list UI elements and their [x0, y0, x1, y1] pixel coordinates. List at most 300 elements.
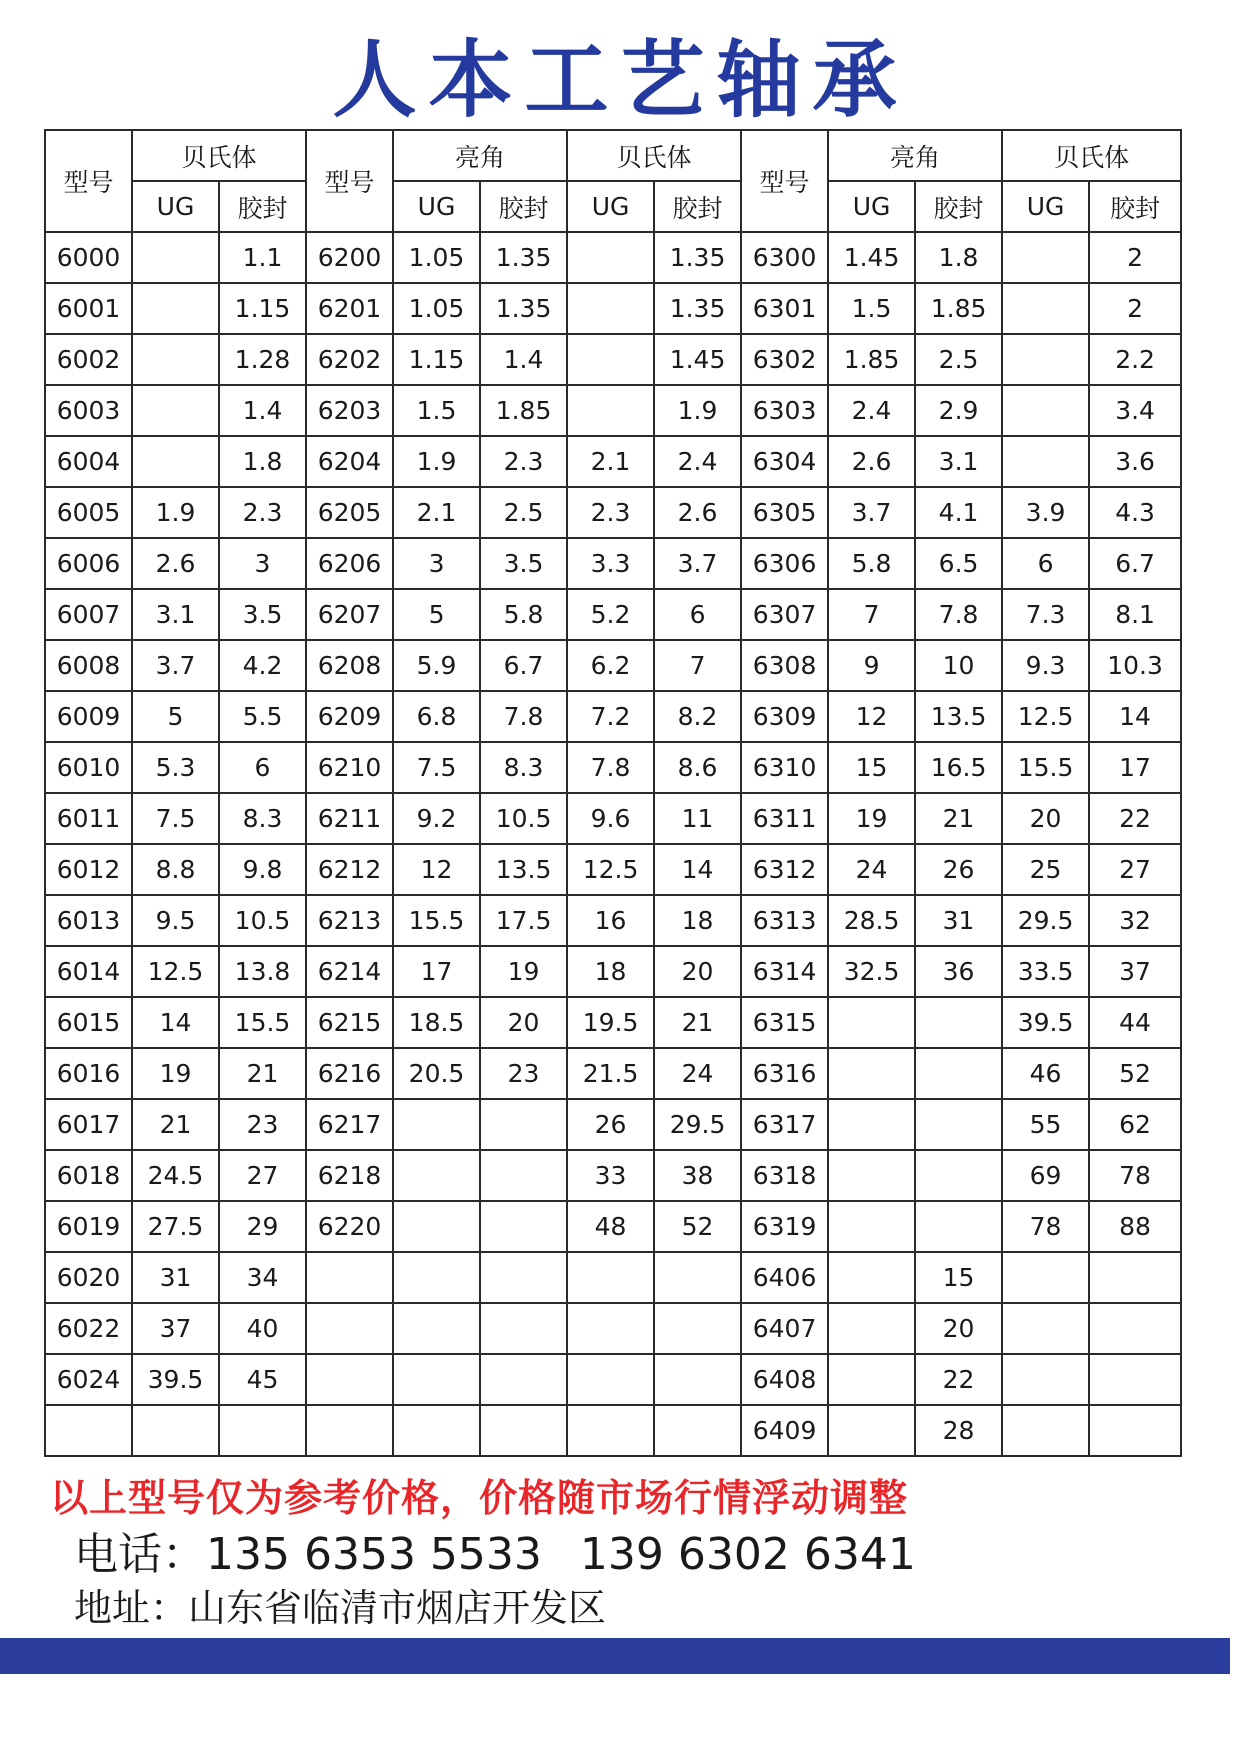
table-cell: 6311 [741, 793, 828, 844]
table-cell: 1.45 [828, 232, 915, 283]
table-cell: 1.85 [915, 283, 1002, 334]
table-cell: 27 [219, 1150, 306, 1201]
table-cell: 7.8 [915, 589, 1002, 640]
phone-number-1: 135 6353 5533 [206, 1529, 542, 1580]
table-cell: 20 [915, 1303, 1002, 1354]
table-cell [567, 283, 654, 334]
table-cell: 46 [1002, 1048, 1089, 1099]
table-cell [1002, 283, 1089, 334]
table-row [45, 385, 1181, 436]
table-cell [393, 1354, 480, 1405]
table-cell [306, 1405, 393, 1456]
table-cell: 22 [1089, 793, 1181, 844]
table-cell [567, 1354, 654, 1405]
table-cell: 39.5 [1002, 997, 1089, 1048]
table-cell: 45 [219, 1354, 306, 1405]
table-cell [828, 1099, 915, 1150]
header-beishiti-3: 贝氏体 [1002, 130, 1181, 181]
table-cell [132, 334, 219, 385]
table-cell: 69 [1002, 1150, 1089, 1201]
table-cell: 2 [1089, 283, 1181, 334]
table-cell [654, 1303, 741, 1354]
table-row [45, 538, 1181, 589]
table-row [45, 334, 1181, 385]
table-cell [1089, 1303, 1181, 1354]
table-cell: 10.3 [1089, 640, 1181, 691]
table-cell: 5.8 [480, 589, 567, 640]
table-cell: 6217 [306, 1099, 393, 1150]
footer-bar [0, 1638, 1230, 1674]
table-cell [480, 1354, 567, 1405]
table-cell: 15.5 [219, 997, 306, 1048]
table-cell: 27.5 [132, 1201, 219, 1252]
table-row [45, 1303, 1181, 1354]
table-cell: 6302 [741, 334, 828, 385]
table-cell: 10.5 [480, 793, 567, 844]
table-cell [1002, 1405, 1089, 1456]
table-cell [1089, 1252, 1181, 1303]
table-cell: 6201 [306, 283, 393, 334]
table-cell: 6.7 [1089, 538, 1181, 589]
table-cell [828, 1303, 915, 1354]
table-cell: 33.5 [1002, 946, 1089, 997]
table-cell: 1.45 [654, 334, 741, 385]
table-cell [132, 436, 219, 487]
table-cell: 6.8 [393, 691, 480, 742]
table-cell: 6016 [45, 1048, 132, 1099]
table-cell: 6209 [306, 691, 393, 742]
table-cell: 6004 [45, 436, 132, 487]
table-cell [1089, 1405, 1181, 1456]
table-cell [132, 1405, 219, 1456]
table-cell: 6220 [306, 1201, 393, 1252]
table-cell: 6315 [741, 997, 828, 1048]
table-cell [306, 1354, 393, 1405]
table-cell: 6309 [741, 691, 828, 742]
table-cell: 6008 [45, 640, 132, 691]
table-cell: 5 [393, 589, 480, 640]
table-cell: 6000 [45, 232, 132, 283]
table-row [45, 997, 1181, 1048]
table-cell: 34 [219, 1252, 306, 1303]
table-cell: 52 [654, 1201, 741, 1252]
table-cell: 22 [915, 1354, 1002, 1405]
table-cell: 9.6 [567, 793, 654, 844]
table-cell: 6216 [306, 1048, 393, 1099]
table-cell [306, 1303, 393, 1354]
table-cell: 6206 [306, 538, 393, 589]
table-row [45, 691, 1181, 742]
table-cell: 24 [654, 1048, 741, 1099]
table-cell: 55 [1002, 1099, 1089, 1150]
table-cell: 23 [480, 1048, 567, 1099]
table-cell: 2.5 [915, 334, 1002, 385]
header-liangjiao-2: 亮角 [393, 130, 567, 181]
header-jiaofeng: 胶封 [654, 181, 741, 232]
table-row [45, 1048, 1181, 1099]
table-cell [393, 1303, 480, 1354]
table-cell: 12.5 [132, 946, 219, 997]
table-cell: 78 [1002, 1201, 1089, 1252]
table-cell: 32.5 [828, 946, 915, 997]
table-cell: 36 [915, 946, 1002, 997]
table-cell: 5.2 [567, 589, 654, 640]
table-cell [480, 1405, 567, 1456]
table-cell: 19.5 [567, 997, 654, 1048]
header-beishiti-1: 贝氏体 [132, 130, 306, 181]
table-cell: 1.9 [393, 436, 480, 487]
table-cell [1002, 385, 1089, 436]
table-cell: 8.8 [132, 844, 219, 895]
table-cell: 6408 [741, 1354, 828, 1405]
table-cell: 6007 [45, 589, 132, 640]
table-cell: 28.5 [828, 895, 915, 946]
table-cell: 6212 [306, 844, 393, 895]
table-cell: 6022 [45, 1303, 132, 1354]
table-cell: 6310 [741, 742, 828, 793]
table-cell: 6314 [741, 946, 828, 997]
address-line [74, 1577, 606, 1632]
table-cell: 26 [915, 844, 1002, 895]
table-cell: 15 [915, 1252, 1002, 1303]
table-cell: 29.5 [654, 1099, 741, 1150]
table-cell: 6 [654, 589, 741, 640]
table-row [45, 640, 1181, 691]
table-cell: 6312 [741, 844, 828, 895]
table-cell: 6215 [306, 997, 393, 1048]
table-cell [567, 1405, 654, 1456]
table-cell: 37 [132, 1303, 219, 1354]
table-cell: 1.9 [132, 487, 219, 538]
table-cell: 3 [219, 538, 306, 589]
table-cell [1002, 232, 1089, 283]
table-cell: 14 [1089, 691, 1181, 742]
table-row [45, 1405, 1181, 1456]
table-cell: 21 [915, 793, 1002, 844]
table-cell: 3.4 [1089, 385, 1181, 436]
table-row [45, 946, 1181, 997]
table-cell: 6002 [45, 334, 132, 385]
table-cell: 27 [1089, 844, 1181, 895]
table-cell: 6409 [741, 1405, 828, 1456]
table-cell: 6003 [45, 385, 132, 436]
table-cell: 19 [132, 1048, 219, 1099]
header-jiaofeng: 胶封 [480, 181, 567, 232]
table-cell: 13.8 [219, 946, 306, 997]
table-cell: 6014 [45, 946, 132, 997]
table-cell: 8.1 [1089, 589, 1181, 640]
table-cell [480, 1252, 567, 1303]
table-cell: 13.5 [480, 844, 567, 895]
table-cell: 15.5 [393, 895, 480, 946]
table-cell: 2.2 [1089, 334, 1181, 385]
table-cell: 6213 [306, 895, 393, 946]
table-cell: 3.5 [480, 538, 567, 589]
table-cell: 5.3 [132, 742, 219, 793]
table-cell [393, 1201, 480, 1252]
table-cell: 78 [1089, 1150, 1181, 1201]
table-row [45, 742, 1181, 793]
table-cell [1002, 436, 1089, 487]
header-jiaofeng: 胶封 [915, 181, 1002, 232]
table-cell: 6 [219, 742, 306, 793]
table-cell: 12 [828, 691, 915, 742]
table-cell: 19 [480, 946, 567, 997]
table-cell [828, 997, 915, 1048]
table-cell: 9.8 [219, 844, 306, 895]
table-cell: 1.05 [393, 232, 480, 283]
table-cell: 6304 [741, 436, 828, 487]
phone-number-2: 139 6302 6341 [579, 1529, 916, 1580]
table-cell: 10 [915, 640, 1002, 691]
table-cell: 6001 [45, 283, 132, 334]
table-cell: 5 [132, 691, 219, 742]
table-cell: 1.5 [393, 385, 480, 436]
table-cell [915, 1150, 1002, 1201]
table-cell: 6017 [45, 1099, 132, 1150]
table-cell: 18.5 [393, 997, 480, 1048]
table-cell: 15.5 [1002, 742, 1089, 793]
table-cell: 2.4 [654, 436, 741, 487]
table-row [45, 844, 1181, 895]
table-cell: 6024 [45, 1354, 132, 1405]
table-cell [567, 1252, 654, 1303]
table-cell: 7 [828, 589, 915, 640]
table-cell: 6406 [741, 1252, 828, 1303]
table-cell: 6012 [45, 844, 132, 895]
header-model-1: 型号 [45, 130, 132, 232]
table-row [45, 232, 1181, 283]
table-cell: 37 [1089, 946, 1181, 997]
table-cell: 12 [393, 844, 480, 895]
table-cell: 11 [654, 793, 741, 844]
table-cell [828, 1150, 915, 1201]
table-cell: 7.3 [1002, 589, 1089, 640]
header-jiaofeng: 胶封 [219, 181, 306, 232]
table-cell: 2.4 [828, 385, 915, 436]
table-cell: 40 [219, 1303, 306, 1354]
header-ug: UG [393, 181, 480, 232]
table-cell: 6013 [45, 895, 132, 946]
table-cell [654, 1252, 741, 1303]
table-row [45, 895, 1181, 946]
table-cell: 5.5 [219, 691, 306, 742]
table-cell: 21 [132, 1099, 219, 1150]
table-cell: 31 [915, 895, 1002, 946]
table-cell: 1.4 [480, 334, 567, 385]
table-cell: 15 [828, 742, 915, 793]
table-cell: 1.15 [219, 283, 306, 334]
table-cell: 20.5 [393, 1048, 480, 1099]
table-row [45, 589, 1181, 640]
table-row [45, 487, 1181, 538]
table-cell: 23 [219, 1099, 306, 1150]
table-cell: 3.7 [654, 538, 741, 589]
table-cell: 3.7 [132, 640, 219, 691]
table-cell: 21 [654, 997, 741, 1048]
table-cell: 17.5 [480, 895, 567, 946]
table-cell [306, 1252, 393, 1303]
table-cell: 6300 [741, 232, 828, 283]
table-cell: 17 [1089, 742, 1181, 793]
table-cell: 31 [132, 1252, 219, 1303]
table-row [45, 1252, 1181, 1303]
header-ug: UG [132, 181, 219, 232]
address-label: 地址： [74, 1586, 189, 1630]
table-cell [480, 1099, 567, 1150]
table-cell: 6207 [306, 589, 393, 640]
table-cell [480, 1303, 567, 1354]
table-cell: 14 [132, 997, 219, 1048]
table-cell [45, 1405, 132, 1456]
table-cell: 6210 [306, 742, 393, 793]
table-cell [654, 1354, 741, 1405]
table-cell: 2.5 [480, 487, 567, 538]
table-cell [480, 1150, 567, 1201]
table-cell [828, 1252, 915, 1303]
table-cell: 2.6 [828, 436, 915, 487]
table-cell: 24.5 [132, 1150, 219, 1201]
price-table [44, 129, 1182, 1457]
table-cell: 1.15 [393, 334, 480, 385]
table-cell: 6316 [741, 1048, 828, 1099]
table-cell [654, 1405, 741, 1456]
table-cell: 17 [393, 946, 480, 997]
table-row [45, 436, 1181, 487]
table-cell: 8.2 [654, 691, 741, 742]
table-cell: 9 [828, 640, 915, 691]
table-cell: 24 [828, 844, 915, 895]
table-cell: 8.3 [219, 793, 306, 844]
table-cell [1002, 1354, 1089, 1405]
table-cell: 6318 [741, 1150, 828, 1201]
table-cell: 20 [654, 946, 741, 997]
table-cell: 1.4 [219, 385, 306, 436]
table-cell: 9.2 [393, 793, 480, 844]
header-beishiti-2: 贝氏体 [567, 130, 741, 181]
table-cell: 6020 [45, 1252, 132, 1303]
table-cell [393, 1405, 480, 1456]
table-cell: 52 [1089, 1048, 1181, 1099]
table-cell: 3 [393, 538, 480, 589]
table-cell: 18 [654, 895, 741, 946]
table-cell: 6208 [306, 640, 393, 691]
header-model-2: 型号 [306, 130, 393, 232]
table-cell [828, 1354, 915, 1405]
table-cell: 6305 [741, 487, 828, 538]
table-cell: 21 [219, 1048, 306, 1099]
table-cell: 3.5 [219, 589, 306, 640]
address-text: 山东省临清市烟店开发区 [188, 1586, 607, 1630]
table-cell [915, 1099, 1002, 1150]
phone-label: 电话： [74, 1529, 206, 1580]
table-cell [219, 1405, 306, 1456]
price-note: 以上型号仅为参考价格，价格随市场行情浮动调整 [50, 1476, 909, 1520]
table-row [45, 1354, 1181, 1405]
table-cell: 1.85 [828, 334, 915, 385]
table-cell: 6011 [45, 793, 132, 844]
table-cell [132, 385, 219, 436]
table-row [45, 1150, 1181, 1201]
table-cell: 6303 [741, 385, 828, 436]
table-cell: 6.5 [915, 538, 1002, 589]
table-cell: 29.5 [1002, 895, 1089, 946]
header-model-3: 型号 [741, 130, 828, 232]
table-cell: 19 [828, 793, 915, 844]
table-cell: 6202 [306, 334, 393, 385]
table-cell: 6205 [306, 487, 393, 538]
table-cell [132, 283, 219, 334]
table-cell: 4.3 [1089, 487, 1181, 538]
table-cell [915, 1048, 1002, 1099]
table-cell: 16 [567, 895, 654, 946]
table-cell: 5.9 [393, 640, 480, 691]
table-cell: 7.2 [567, 691, 654, 742]
table-cell [828, 1048, 915, 1099]
table-cell: 7 [654, 640, 741, 691]
table-cell: 25 [1002, 844, 1089, 895]
table-cell: 1.9 [654, 385, 741, 436]
table-cell: 2.1 [393, 487, 480, 538]
table-cell [1002, 1252, 1089, 1303]
table-cell: 20 [1002, 793, 1089, 844]
header-ug: UG [567, 181, 654, 232]
table-cell: 7.5 [393, 742, 480, 793]
table-cell: 6019 [45, 1201, 132, 1252]
table-cell: 2.6 [654, 487, 741, 538]
table-cell: 3.3 [567, 538, 654, 589]
table-cell: 6015 [45, 997, 132, 1048]
table-cell: 9.3 [1002, 640, 1089, 691]
table-cell: 18 [567, 946, 654, 997]
table-cell: 6010 [45, 742, 132, 793]
table-cell: 38 [654, 1150, 741, 1201]
table-cell [828, 1201, 915, 1252]
table-cell: 1.5 [828, 283, 915, 334]
table-cell: 6319 [741, 1201, 828, 1252]
page-title: 人本工艺轴承 [332, 31, 909, 129]
table-cell: 1.35 [480, 283, 567, 334]
table-cell: 6307 [741, 589, 828, 640]
phone-line [74, 1518, 916, 1582]
table-cell: 1.85 [480, 385, 567, 436]
table-cell: 48 [567, 1201, 654, 1252]
header-ug: UG [1002, 181, 1089, 232]
table-cell: 6006 [45, 538, 132, 589]
table-cell: 1.28 [219, 334, 306, 385]
table-cell: 1.1 [219, 232, 306, 283]
table-cell: 1.35 [480, 232, 567, 283]
table-cell: 20 [480, 997, 567, 1048]
table-cell: 1.8 [915, 232, 1002, 283]
table-cell: 6018 [45, 1150, 132, 1201]
table-cell: 33 [567, 1150, 654, 1201]
table-cell: 1.8 [219, 436, 306, 487]
table-row [45, 793, 1181, 844]
table-cell: 10.5 [219, 895, 306, 946]
table-cell: 88 [1089, 1201, 1181, 1252]
table-body [45, 232, 1181, 1456]
table-cell [1089, 1354, 1181, 1405]
table-cell: 28 [915, 1405, 1002, 1456]
table-cell [567, 1303, 654, 1354]
table-cell [915, 1201, 1002, 1252]
table-cell: 3.1 [132, 589, 219, 640]
table-cell: 6211 [306, 793, 393, 844]
table-cell: 2 [1089, 232, 1181, 283]
table-cell: 6.2 [567, 640, 654, 691]
table-cell: 3.6 [1089, 436, 1181, 487]
